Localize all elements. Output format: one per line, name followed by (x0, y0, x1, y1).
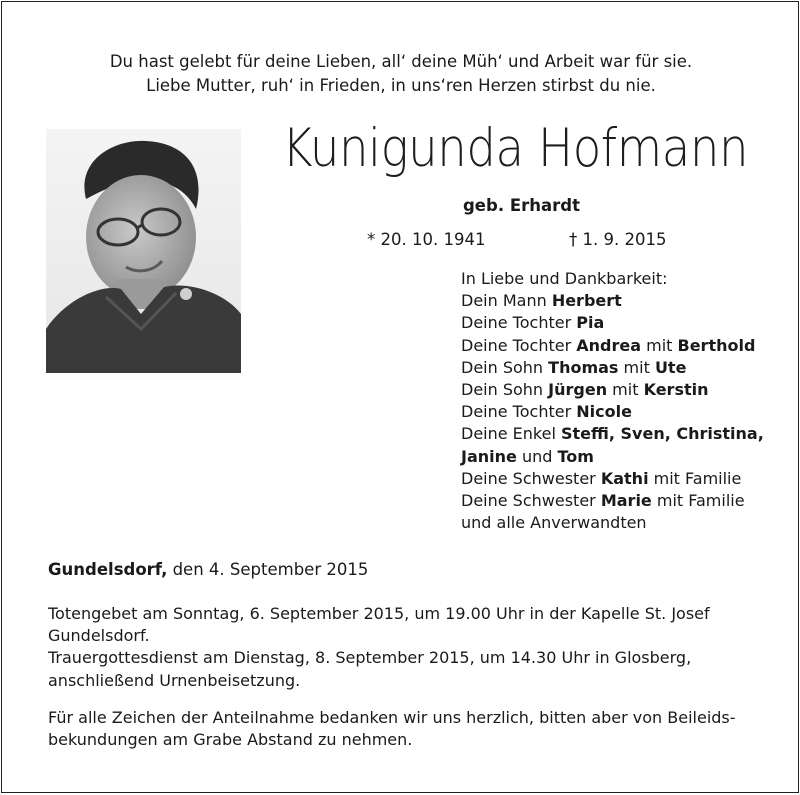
thanks-line-2: bekundungen am Grabe Abstand zu nehmen. (48, 730, 413, 750)
family-relation-text: Deine Tochter (461, 402, 577, 422)
family-member-name: Marie (600, 491, 652, 511)
family-member-name: Pia (576, 313, 605, 333)
family-relation-text: mit Familie (651, 491, 745, 511)
family-member-name: Kerstin (643, 380, 709, 400)
family-relation-text: Deine Schwester (461, 491, 601, 511)
obituary-notice (1, 1, 799, 793)
family-member-line (461, 468, 764, 490)
place-town: Gundelsdorf, (48, 560, 168, 579)
service-line-4: anschließend Urnenbeisetzung. (48, 670, 301, 690)
family-relation-text: mit (618, 357, 655, 377)
family-member-line (461, 335, 764, 357)
family-member-name: Steffi, Sven, Christina, (561, 424, 764, 444)
family-members (461, 290, 764, 534)
memorial-verse (2, 50, 799, 98)
family-member-name: Nicole (576, 402, 632, 422)
family-relation-text: Dein Sohn (461, 357, 549, 377)
family-member-line (461, 401, 764, 423)
family-relation-text: Dein Mann (461, 291, 552, 311)
thanks-line-1: Für alle Zeichen der Anteilnahme bedanken wir uns herzlich, bitten aber von Beileids- (48, 708, 736, 727)
service-info (48, 603, 768, 692)
family-relation-text: Deine Enkel (461, 424, 561, 444)
family-member-name: Janine (461, 446, 517, 466)
verse-line-2: Liebe Mutter, ruh‘ in Frieden, in uns‘ren Herzen stirbst du nie. (146, 76, 656, 95)
deceased-name: Kunigunda Hofmann (282, 118, 749, 179)
family-list (461, 268, 764, 534)
family-member-line (461, 312, 764, 334)
family-member-name: Herbert (551, 291, 622, 311)
family-member-name: Thomas (548, 357, 619, 377)
family-member-line (461, 423, 764, 445)
family-member-line (461, 512, 764, 534)
place-date (48, 560, 368, 579)
family-member-line (461, 357, 764, 379)
family-relation-text: und (516, 446, 558, 466)
service-line-3: Trauergottesdienst am Dienstag, 8. September 2015, um 14.30 Uhr in Glosberg, (48, 648, 692, 668)
family-relation-text: Dein Sohn (461, 380, 549, 400)
family-relation-text: Deine Tochter (461, 313, 577, 333)
service-line-2: Gundelsdorf. (48, 626, 150, 646)
portrait-photo-image (46, 129, 241, 373)
death-date: † 1. 9. 2015 (569, 230, 667, 249)
family-relation-text: und alle Anverwandten (461, 513, 647, 533)
family-member-line (461, 379, 764, 401)
family-member-line (461, 490, 764, 512)
family-relation-text: mit Familie (648, 468, 742, 488)
family-member-name: Andrea (576, 335, 642, 355)
place-date-text: den 4. September 2015 (167, 560, 369, 579)
family-member-name: Berthold (677, 335, 756, 355)
portrait-photo (46, 129, 241, 373)
verse-line-1: Du hast gelebt für deine Lieben, all‘ deine Müh‘ und Arbeit war für sie. (109, 52, 693, 71)
family-member-name: Tom (557, 446, 594, 466)
family-intro: In Liebe und Dankbarkeit: (461, 269, 668, 288)
service-line-1: Totengebet am Sonntag, 6. September 2015, um 19.00 Uhr in der Kapelle St. Josef (48, 604, 710, 623)
birth-date: * 20. 10. 1941 (367, 230, 486, 249)
family-relation-text: Deine Schwester (461, 468, 601, 488)
family-member-name: Ute (654, 357, 687, 377)
family-relation-text: mit (641, 335, 678, 355)
family-member-name: Kathi (600, 468, 649, 488)
maiden-name: geb. Erhardt (463, 196, 580, 215)
family-member-line (461, 290, 764, 312)
family-member-name: Jürgen (548, 380, 608, 400)
family-relation-text: mit (607, 380, 644, 400)
thanks-note (48, 707, 768, 751)
family-member-line (461, 446, 764, 468)
family-relation-text: Deine Tochter (461, 335, 577, 355)
